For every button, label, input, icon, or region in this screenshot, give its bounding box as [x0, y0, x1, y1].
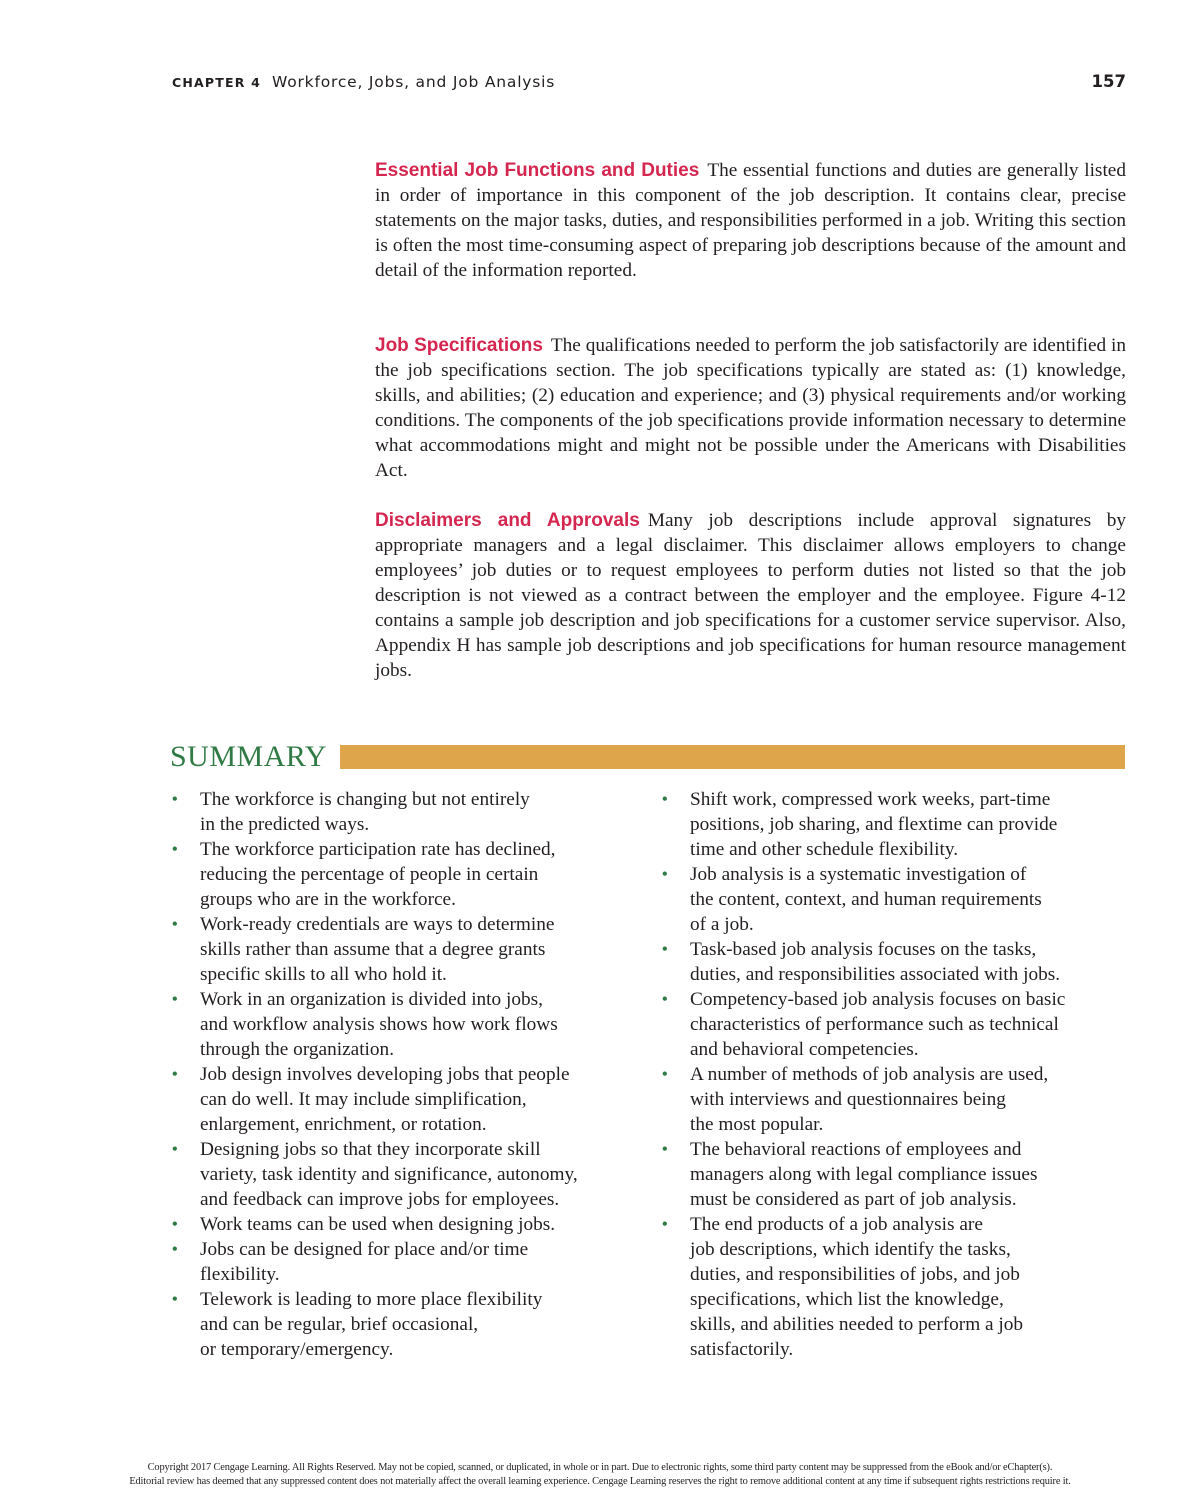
summary-list-item [662, 987, 1127, 1062]
section-heading: Essential Job Functions and Duties [375, 160, 700, 181]
summary-rule-bar [340, 745, 1125, 769]
summary-list-item [662, 862, 1127, 937]
copyright-line-2: Editorial review has deemed that any suppressed content does not materially affect the overall learning experience. Cengage Learning reserves the right to remove additional content at any time if subsequent rights restrictions require it. [129, 1476, 1071, 1487]
summary-item-text: Work teams can be used when designing jobs. [200, 1214, 556, 1235]
bullet-icon: • [172, 1291, 178, 1308]
summary-item-text: Competency-based job analysis focuses on basic characteristics of performance such as technical and behavioral competencies. [690, 989, 1066, 1060]
bullet-icon: • [172, 1241, 178, 1258]
bullet-icon: • [172, 1216, 178, 1233]
section-body: The essential functions and duties are generally listed in order of importance in this component of the job description. It contains clear, precise statements on the major tasks, duties, and responsibilities performed in a job. Writing this section is often the most time-consuming aspect of preparing job descriptions because of the amount and detail of the information reported. [375, 160, 1126, 281]
summary-list-item [172, 1287, 642, 1362]
summary-list-item [172, 912, 642, 987]
section-essential-job-functions [375, 158, 1126, 283]
section-heading: Disclaimers and Approvals [375, 510, 640, 531]
summary-item-text: The behavioral reactions of employees and managers along with legal compliance issues must be considered as part of job analysis. [690, 1139, 1038, 1210]
summary-item-text: The workforce participation rate has declined, reducing the percentage of people in certain groups who are in the workforce. [200, 839, 556, 910]
summary-item-text: Work-ready credentials are ways to determine skills rather than assume that a degree grants specific skills to all who hold it. [200, 914, 555, 985]
bullet-icon: • [662, 991, 668, 1008]
summary-item-text: Task-based job analysis focuses on the tasks, duties, and responsibilities associated with jobs. [690, 939, 1061, 985]
bullet-icon: • [662, 791, 668, 808]
summary-item-text: The end products of a job analysis are job descriptions, which identify the tasks, duties, and responsibilities of jobs, and job specifications, which list the knowledge, skills, and abilities needed to perform a job satisfactorily. [690, 1214, 1024, 1360]
section-heading: Job Specifications [375, 335, 543, 356]
chapter-title: Workforce, Jobs, and Job Analysis [272, 73, 556, 91]
section-body: Many job descriptions include approval signatures by appropriate managers and a legal disclaimer. This disclaimer allows employers to change employees’ job duties or to request employees to perform duties not listed so that the job description is not viewed as a contract between the employer and the employee. Figure 4-12 contains a sample job description and job specifications for a customer service supervisor. Also, Appendix H has sample job descriptions and job specifications for human resource management jobs. [375, 510, 1126, 681]
bullet-icon: • [662, 941, 668, 958]
summary-list-right [662, 787, 1127, 1362]
summary-title: SUMMARY [170, 740, 327, 773]
summary-list-item [172, 1237, 642, 1287]
summary-list-item [172, 787, 642, 837]
bullet-icon: • [172, 991, 178, 1008]
summary-list-item [662, 1137, 1127, 1212]
summary-list-item [662, 937, 1127, 987]
section-job-specifications [375, 333, 1126, 483]
summary-list-item [662, 787, 1127, 862]
summary-list-item [662, 1212, 1127, 1362]
summary-item-text: Designing jobs so that they incorporate skill variety, task identity and significance, autonomy, and feedback can improve jobs for employees. [200, 1139, 578, 1210]
running-head [172, 72, 1126, 98]
summary-list-item [172, 1062, 642, 1137]
summary-list-item [172, 987, 642, 1062]
summary-item-text: Jobs can be designed for place and/or time flexibility. [200, 1239, 529, 1285]
summary-list-item [172, 1212, 642, 1237]
summary-list-item [662, 1062, 1127, 1137]
bullet-icon: • [662, 1216, 668, 1233]
bullet-icon: • [172, 1066, 178, 1083]
summary-item-text: A number of methods of job analysis are used, with interviews and questionnaires being the most popular. [690, 1064, 1049, 1135]
bullet-icon: • [172, 791, 178, 808]
section-body: The qualifications needed to perform the job satisfactorily are identified in the job specifications section. The job specifications typically are stated as: (1) knowledge, skills, and abilities; (2) education and experience; and (3) physical requirements and/or working conditions. The components of the job specifications provide information necessary to determine what accommodations might and might not be possible under the Americans with Disabilities Act. [375, 335, 1126, 481]
chapter-label: CHAPTER 4 [172, 75, 262, 90]
section-disclaimers-approvals [375, 508, 1126, 683]
bullet-icon: • [662, 866, 668, 883]
summary-list-item [172, 837, 642, 912]
summary-item-text: Work in an organization is divided into jobs, and workflow analysis shows how work flows through the organization. [200, 989, 558, 1060]
summary-item-text: Shift work, compressed work weeks, part-time positions, job sharing, and flextime can provide time and other schedule flexibility. [690, 789, 1058, 860]
summary-item-text: The workforce is changing but not entirely in the predicted ways. [200, 789, 530, 835]
bullet-icon: • [172, 1141, 178, 1158]
summary-list-left [172, 787, 642, 1362]
summary-item-text: Job design involves developing jobs that people can do well. It may include simplification, enlargement, enrichment, or rotation. [200, 1064, 570, 1135]
summary-item-text: Telework is leading to more place flexibility and can be regular, brief occasional, or temporary/emergency. [200, 1289, 543, 1360]
copyright-notice [0, 1461, 1200, 1489]
bullet-icon: • [662, 1066, 668, 1083]
summary-list-item [172, 1137, 642, 1212]
page-number: 157 [1091, 72, 1126, 91]
bullet-icon: • [172, 916, 178, 933]
copyright-line-1: Copyright 2017 Cengage Learning. All Rights Reserved. May not be copied, scanned, or duplicated, in whole or in part. Due to electronic rights, some third party content may be suppressed from the eBook and/or eChapter(s). [147, 1462, 1053, 1473]
bullet-icon: • [662, 1141, 668, 1158]
bullet-icon: • [172, 841, 178, 858]
summary-item-text: Job analysis is a systematic investigation of the content, context, and human requirements of a job. [690, 864, 1042, 935]
